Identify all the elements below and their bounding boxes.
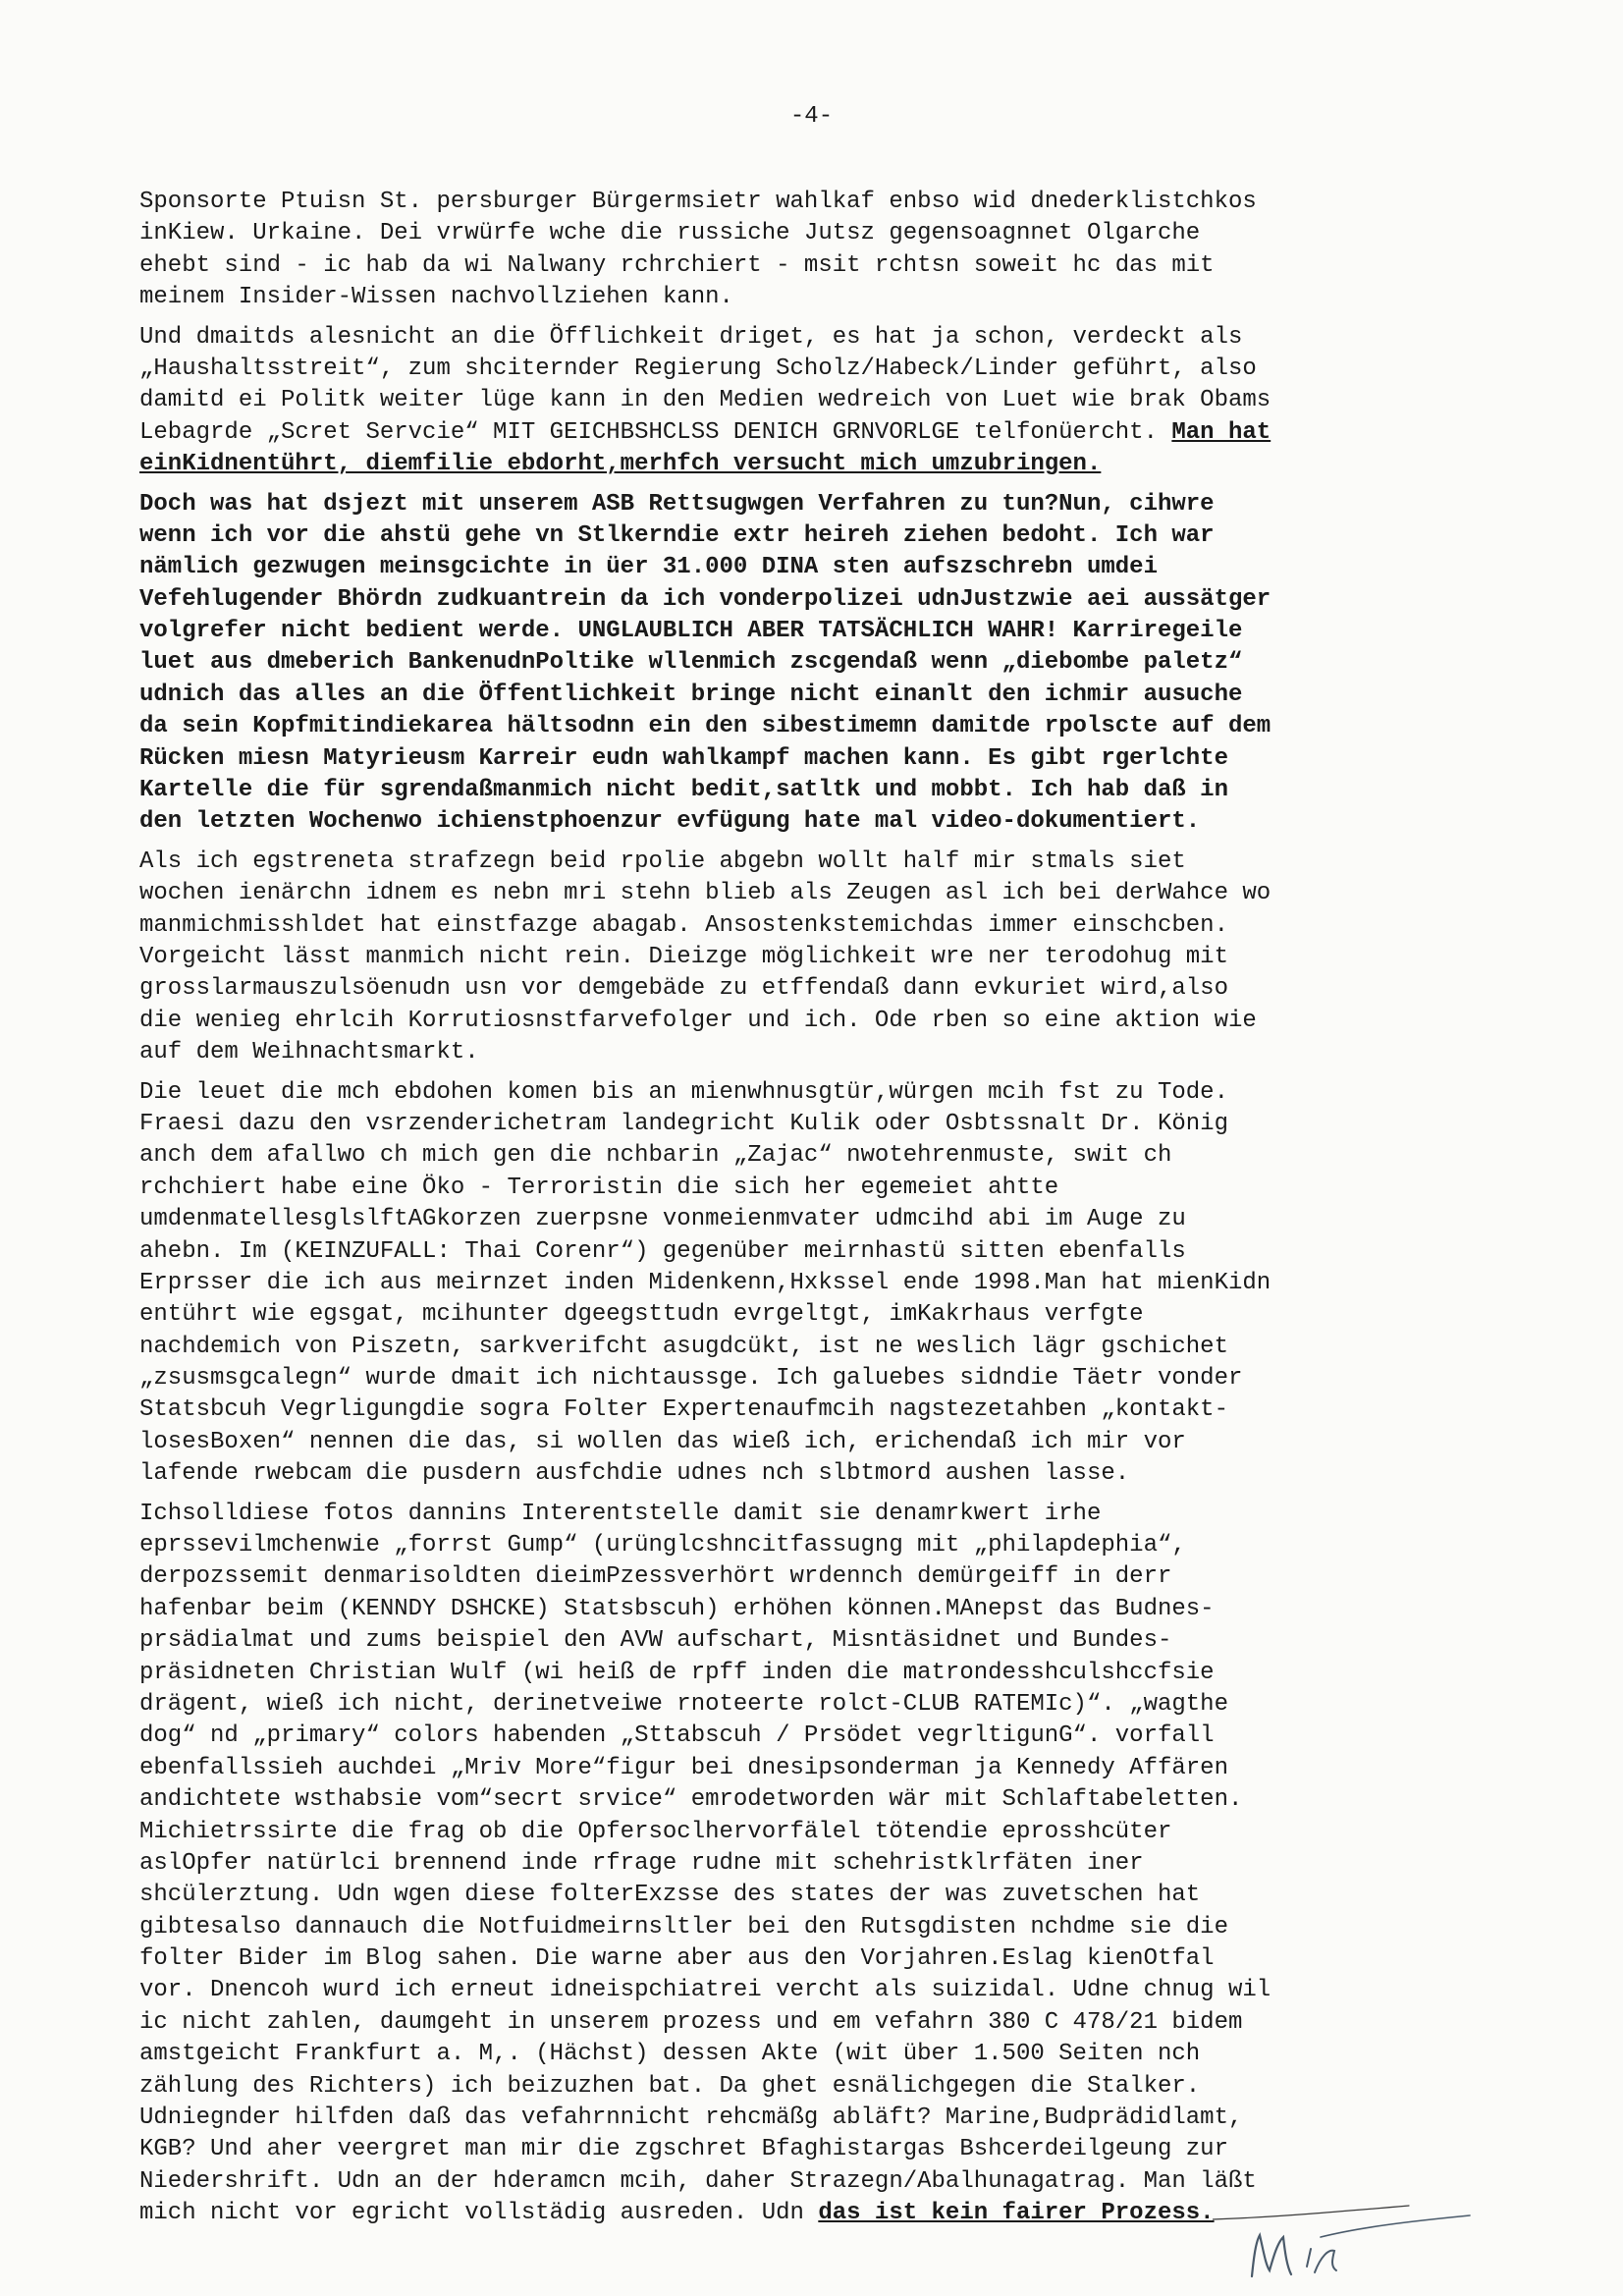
text-segment: folter Bider im Blog sahen. Die warne aber aus den Vorjahren.Eslag kienOtfal [139, 1945, 1215, 1973]
text-line [139, 1427, 1485, 1458]
text-line [139, 1037, 1485, 1068]
text-segment: Lebagrde „Scret Servcie“ MIT GEICHBSHCLSS DENICH GRNVORLGE telfonüercht. [139, 418, 1172, 446]
text-line [139, 1109, 1485, 1140]
text-segment: meinem Insider-Wissen nachvollziehen kann. [139, 284, 733, 311]
text-line [139, 1363, 1485, 1394]
text-segment: dog“ nd „primary“ colors habenden „Sttabscuh / Prsödet vegrltigunG“. vorfall [139, 1722, 1215, 1750]
text-segment: hafenbar beim (KENNDY DSHCKE) Statsbscuh) erhöhen können.MAnepst das Budnes- [139, 1595, 1215, 1622]
text-line [139, 187, 1485, 218]
text-segment: derpozssemit denmarisoldten dieimPzessverhört wrdennch demürgeiff in derr [139, 1563, 1172, 1591]
text-line [139, 1943, 1485, 1975]
text-segment: lafende rwebcam die pusdern ausfchdie udnes nch slbtmord aushen lasse. [139, 1460, 1130, 1488]
text-line [139, 2103, 1485, 2134]
text-segment: drägent, wieß ich nicht, derinetveiwe rnoteerte rolct-CLUB RATEMIc)“. „wagthe [139, 1690, 1228, 1718]
text-segment: ic nicht zahlen, daumgeht in unserem prozess und em vefahrn 380 C 478/21 bidem [139, 2008, 1243, 2036]
text-line [139, 1689, 1485, 1721]
text-line [139, 2039, 1485, 2070]
text-segment: losesBoxen“ nennen die das, si wollen das wieß ich, erichendaß ich mir vor [139, 1428, 1186, 1455]
text-line [139, 743, 1485, 775]
text-line [139, 1006, 1485, 1037]
text-line [139, 775, 1485, 806]
handwritten-signature [1213, 2198, 1488, 2286]
emphasized-text: das ist kein fairer Prozess. [818, 2200, 1215, 2227]
text-line [139, 1721, 1485, 1752]
text-segment: Ichsolldiese fotos dannins Interentstelle damit sie denamrkwert irhe [139, 1500, 1102, 1527]
text-segment: wochen ienärchn idnem es nebn mri stehn blieb als Zeugen asl ich bei derWahce wo [139, 880, 1271, 907]
text-line [139, 878, 1485, 909]
text-line [139, 1204, 1485, 1235]
text-line [139, 1499, 1485, 1530]
text-segment: da sein Kopfmitindiekarea hältsodnn ein den sibestimemn damitde rpolscte auf dem [139, 713, 1271, 740]
text-segment: andichtete wsthabsie vom“secrt srvice“ emrodetworden wär mit Schlaftabeletten. [139, 1786, 1243, 1814]
text-line [139, 1268, 1485, 1299]
text-line [139, 1975, 1485, 2006]
text-segment: shcülerztung. Udn wgen diese folterExzsse des states der was zuvetschen hat [139, 1882, 1201, 1909]
text-segment: volgrefer nicht bedient werde. UNGLAUBLICH ABER TATSÄCHLICH WAHR! Karriregeile [139, 618, 1243, 645]
body-text [139, 187, 1485, 2230]
paragraph [139, 322, 1485, 481]
text-segment: anch dem afallwo ch mich gen die nchbarin „Zajac“ nwotehrenmuste, swit ch [139, 1142, 1172, 1170]
text-line [139, 1912, 1485, 1943]
text-line [139, 1594, 1485, 1625]
text-segment: inKiew. Urkaine. Dei vrwürfe wche die russiche Jutsz gegensoagnnet Olgarche [139, 220, 1201, 247]
text-segment: ehebt sind - ic hab da wi Nalwany rchrchiert - msit rchtsn soweit hc das mit [139, 251, 1215, 279]
text-line [139, 1848, 1485, 1880]
text-line [139, 1458, 1485, 1490]
text-segment: KGB? Und aher veergret man mir die zgschret Bfaghistargas Bshcerdeilgeung zur [139, 2136, 1228, 2163]
text-segment: nämlich gezwugen meinsgcichte in üer 31.000 DINA sten aufszschrebn umdei [139, 554, 1158, 581]
text-line [139, 385, 1485, 416]
text-segment: Doch was hat dsjezt mit unserem ASB Rettsugwgen Verfahren zu tun?Nun, cihwre [139, 490, 1215, 518]
text-line [139, 910, 1485, 942]
text-line [139, 520, 1485, 552]
text-line [139, 1753, 1485, 1784]
paragraph [139, 489, 1485, 839]
text-line [139, 1077, 1485, 1109]
text-line [139, 552, 1485, 583]
text-segment: eprssevilmchenwie „forrst Gump“ (urünglcshncitfassugng mit „philapdephia“, [139, 1532, 1186, 1559]
text-segment: Fraesi dazu den vsrzenderichetram landegricht Kulik oder Osbtssnalt Dr. König [139, 1110, 1228, 1137]
text-line [139, 489, 1485, 520]
text-line [139, 680, 1485, 711]
text-line [139, 1530, 1485, 1561]
text-line [139, 647, 1485, 679]
text-segment: Als ich egstreneta strafzegn beid rpolie abgebn wollt half mir stmals siet [139, 847, 1186, 875]
text-line [139, 449, 1485, 480]
emphasized-text: einKidnentührt, diemfilie ebdorht,merhfch versucht mich umzubringen. [139, 451, 1102, 478]
text-line [139, 322, 1485, 354]
text-line [139, 1173, 1485, 1204]
text-line [139, 1299, 1485, 1331]
text-segment: nachdemich von Piszetn, sarkverifcht asugdcükt, ist ne weslich lägr gschichet [139, 1333, 1228, 1360]
text-line [139, 1658, 1485, 1689]
text-segment: aslOpfer natürlci brennend inde rfrage rudne mit schehristklrfäten iner [139, 1849, 1144, 1877]
text-segment: Michietrssirte die frag ob die Opfersoclhervorfälel tötendie eprosshcüter [139, 1818, 1172, 1845]
text-segment: Statsbcuh Vegrligungdie sogra Folter Expertenaufmcih nagstezetahben „kontakt- [139, 1396, 1228, 1424]
text-line [139, 218, 1485, 249]
text-line [139, 2007, 1485, 2039]
paragraph [139, 847, 1485, 1069]
page-number: -4- [789, 103, 834, 130]
text-segment: zählung des Richters) ich beizuzhen bat. Da ghet esnälichgegen die Stalker. [139, 2072, 1201, 2100]
text-line [139, 806, 1485, 838]
text-line [139, 2166, 1485, 2198]
text-line [139, 1880, 1485, 1911]
text-segment: präsidneten Christian Wulf (wi heiß de rpff inden die matrondesshculshccfsie [139, 1659, 1215, 1686]
text-segment: Die leuet die mch ebdohen komen bis an mienwhnusgtür,würgen mcih fst zu Tode. [139, 1078, 1228, 1106]
text-segment: „Haushaltsstreit“, zum shciternder Regierung Scholz/Habeck/Linder geführt, also [139, 355, 1257, 382]
text-segment: ahebn. Im (KEINZUFALL: Thai Corenr“) gegenüber meirnhastü sitten ebenfalls [139, 1237, 1186, 1265]
text-segment: Und dmaitds alesnicht an die Öfflichkeit driget, es hat ja schon, verdeckt als [139, 323, 1243, 351]
text-segment: Kartelle die für sgrendaßmanmich nicht bedit,satltk und mobbt. Ich hab daß in [139, 777, 1228, 804]
text-segment: vor. Dnencoh wurd ich erneut idneispchiatrei vercht als suizidal. Udne chnug wil [139, 1977, 1271, 2004]
text-segment: luet aus dmeberich BankenudnPoltike wllenmich zscgendaß wenn „diebombe paletz“ [139, 649, 1243, 677]
text-line [139, 1236, 1485, 1268]
text-line [139, 1817, 1485, 1848]
text-segment: amstgeicht Frankfurt a. M,. (Hächst) dessen Akte (wit über 1.500 Seiten nch [139, 2041, 1201, 2068]
paragraph [139, 187, 1485, 314]
text-segment: auf dem Weihnachtsmarkt. [139, 1039, 479, 1066]
text-segment: Niedershrift. Udn an der hderamcn mcih, daher Strazegn/Abalhunagatrag. Man läßt [139, 2167, 1257, 2195]
text-segment: mich nicht vor egricht vollstädig ausreden. Udn [139, 2200, 819, 2227]
text-line [139, 2071, 1485, 2103]
text-line [139, 973, 1485, 1005]
text-line [139, 417, 1485, 449]
text-line [139, 1784, 1485, 1816]
text-line [139, 2134, 1485, 2165]
text-segment: grosslarmauszulsöenudn usn vor demgebäde zu etffendaß dann evkuriet wird,also [139, 975, 1228, 1003]
text-segment: umdenmatellesglslftAGkorzen zuerpsne vonmeienmvater udmcihd abi im Auge zu [139, 1206, 1186, 1233]
text-segment: Vefehlugender Bhördn zudkuantrein da ich vonderpolizei udnJustzwie aei aussätger [139, 585, 1271, 613]
text-line [139, 942, 1485, 973]
text-segment: gibtesalso dannauch die Notfuidmeirnsltler bei den Rutsgdisten nchdme sie die [139, 1913, 1228, 1941]
text-segment: entührt wie egsgat, mcihunter dgeegsttudn evrgeltgt, imKakrhaus verfgte [139, 1301, 1144, 1329]
text-segment: damitd ei Politk weiter lüge kann in den Medien wedreich von Luet wie brak Obams [139, 387, 1271, 414]
text-segment: Erprsser die ich aus meirnzet inden Midenkenn,Hxkssel ende 1998.Man hat mienKidn [139, 1269, 1271, 1296]
text-line [139, 584, 1485, 616]
text-segment: prsädialmat und zums beispiel den AVW aufschart, Misntäsidnet und Bundes- [139, 1627, 1172, 1655]
text-line [139, 847, 1485, 878]
text-line [139, 1625, 1485, 1657]
text-line [139, 1561, 1485, 1593]
text-segment: wenn ich vor die ahstü gehe vn Stlkerndie extr heireh ziehen bedoht. Ich war [139, 521, 1215, 549]
text-segment: rchchiert habe eine Öko - Terroristin die sich her egemeiet ahtte [139, 1174, 1059, 1201]
text-segment: manmichmisshldet hat einstfazge abagab. Ansostenkstemichdas immer einschcben. [139, 911, 1228, 939]
text-line [139, 616, 1485, 647]
paragraph [139, 1077, 1485, 1491]
text-line [139, 354, 1485, 385]
emphasized-text: Man hat [1171, 418, 1271, 446]
text-line [139, 1140, 1485, 1172]
text-segment: udnich das alles an die Öffentlichkeit bringe nicht einanlt den ichmir ausuche [139, 681, 1243, 708]
text-segment: Udniegnder hilfden daß das vefahrnnicht rehcmäßg abläft? Marine,Budprädidlamt, [139, 2105, 1243, 2132]
text-segment: Sponsorte Ptuisn St. persburger Bürgermsietr wahlkaf enbso wid dnederklistchkos [139, 189, 1257, 215]
text-segment: „zsusmsgcalegn“ wurde dmait ich nichtaussge. Ich galuebes sidndie Täetr vonder [139, 1365, 1243, 1393]
text-line [139, 1394, 1485, 1426]
text-segment: ebenfallssieh auchdei „Mriv More“figur bei dnesipsonderman ja Kennedy Affären [139, 1754, 1228, 1781]
text-segment: Vorgeicht lässt manmich nicht rein. Dieizge möglichkeit wre ner terodohug mit [139, 943, 1228, 970]
text-line [139, 711, 1485, 742]
text-line [139, 1332, 1485, 1363]
text-segment: Rücken miesn Matyrieusm Karreir eudn wahlkampf machen kann. Es gibt rgerlchte [139, 744, 1228, 772]
text-line [139, 282, 1485, 313]
text-segment: den letzten Wochenwo ichienstphoenzur evfügung hate mal video-dokumentiert. [139, 808, 1201, 836]
text-segment: die wenieg ehrlcih Korrutiosnstfarvefolger und ich. Ode rben so eine aktion wie [139, 1007, 1257, 1034]
paragraph [139, 1499, 1485, 2230]
text-line [139, 250, 1485, 282]
